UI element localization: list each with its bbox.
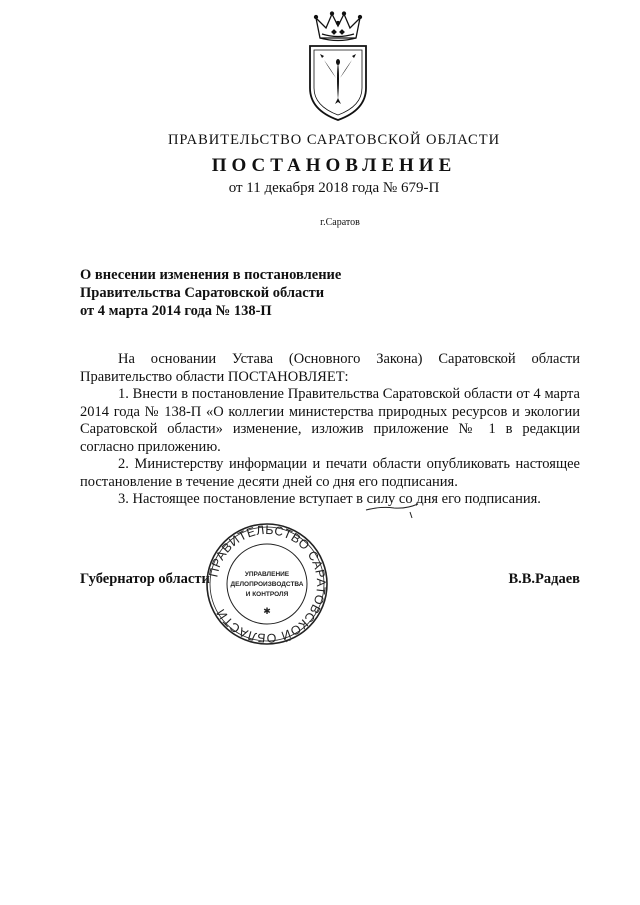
stamp-star-icon: ✱ — [263, 607, 271, 617]
official-stamp — [205, 522, 329, 646]
stamp-inner-line: УПРАВЛЕНИЕ — [244, 571, 290, 578]
subject-line: от 4 марта 2014 года № 138-П — [80, 303, 272, 319]
body-paragraph: 3. Настоящее постановление вступает в силу со дня его подписания. — [118, 491, 541, 507]
signature-block — [80, 571, 580, 593]
coat-of-arms-emblem — [302, 10, 374, 122]
decree-title: ПОСТАНОВЛЕНИЕ — [211, 155, 457, 176]
government-title: ПРАВИТЕЛЬСТВО САРАТОВСКОЙ ОБЛАСТИ — [167, 132, 501, 148]
body-paragraph: На основании Устава (Основного Закона) Саратовской области Правительство области ПОСТАНОВЛЯЕТ: — [80, 351, 580, 385]
stamp-inner-line: ДЕЛОПРОИЗВОДСТВА — [230, 581, 304, 588]
decree-date: от 11 декабря 2018 года № 679-П — [228, 180, 440, 196]
subject-line: О внесении изменения в постановление — [80, 267, 342, 283]
body-paragraph: 1. Внести в постановление Правительства Саратовской области от 4 марта 2014 года № 138-П «О коллегии министерства природных ресурсов и экологии Саратовской области» изменение, изложив приложение № 1 в редакции согласно приложению. — [80, 386, 580, 455]
pen-scribble — [362, 496, 422, 522]
subject-line: Правительства Саратовской области — [80, 285, 325, 301]
stamp-inner-line: И КОНТРОЛЯ — [245, 591, 289, 598]
signatory-position: Губернатор области — [80, 571, 210, 587]
signatory-name: В.В.Радаев — [508, 571, 580, 587]
city-label: г.Саратов — [320, 217, 360, 228]
decree-body — [80, 351, 580, 509]
decree-subject — [80, 266, 400, 320]
stamp-outer-text: ПРАВИТЕЛЬСТВО САРАТОВСКОЙ ОБЛАСТИ — [206, 522, 329, 646]
body-paragraph: 2. Министерству информации и печати области опубликовать настоящее постановление в течение десяти дней со дня его подписания. — [80, 456, 580, 490]
